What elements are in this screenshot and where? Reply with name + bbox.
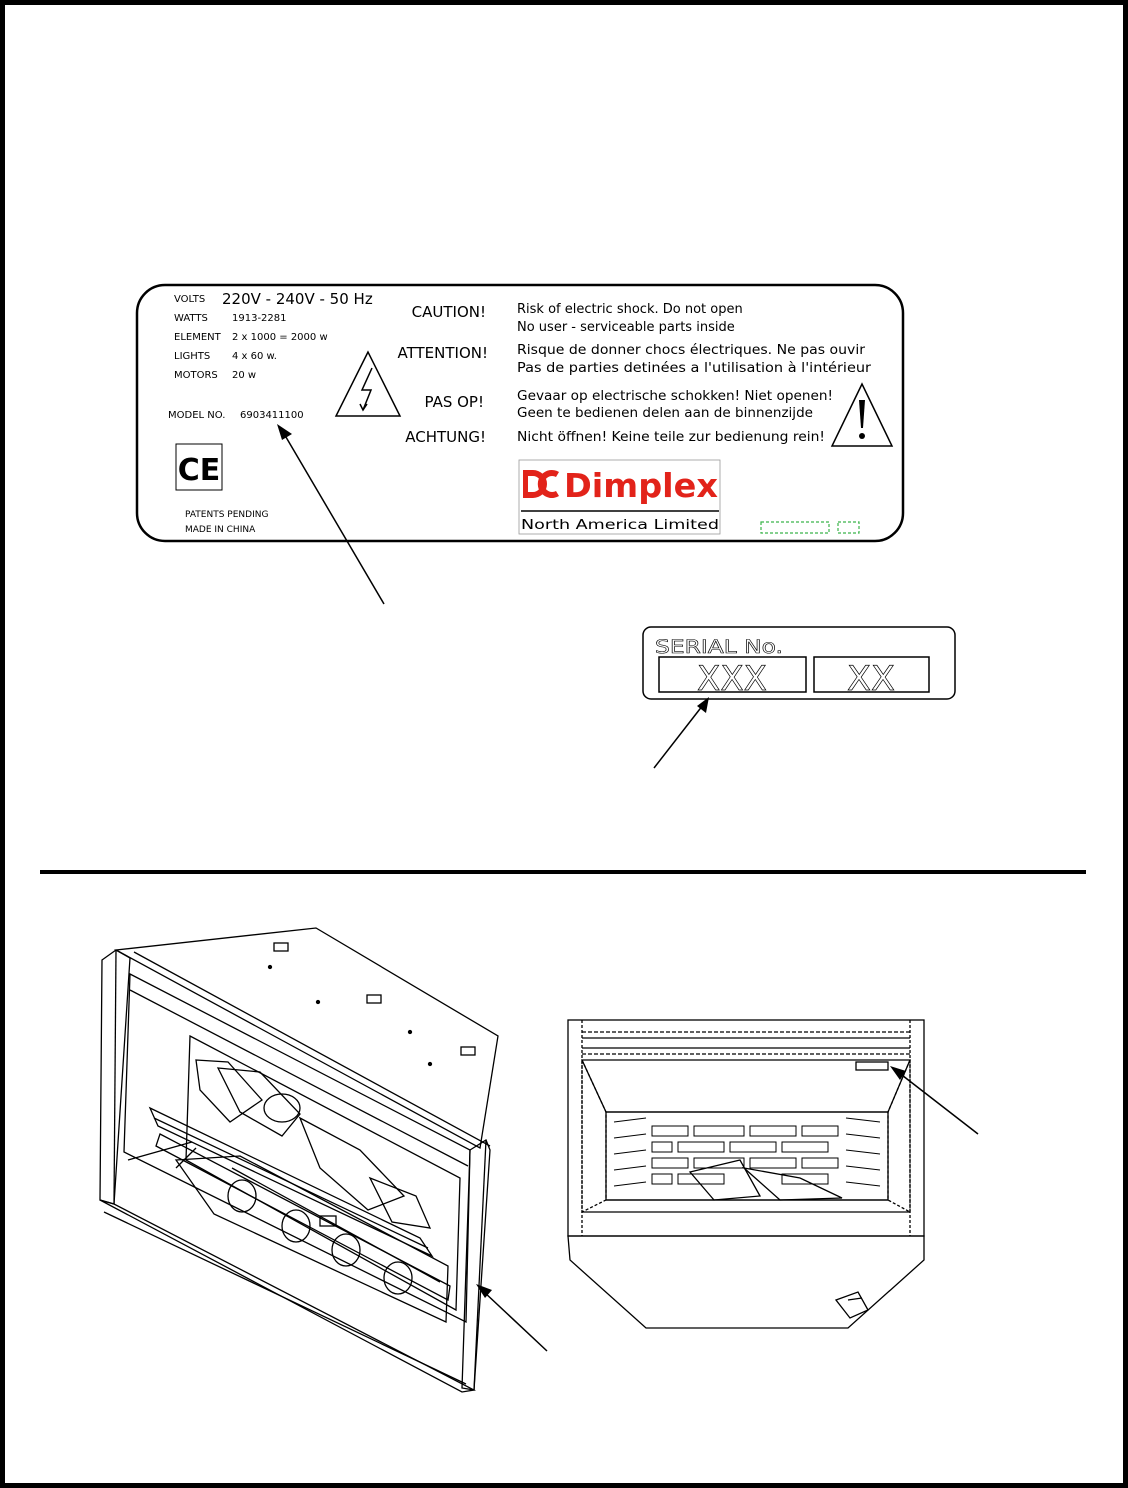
- ce-mark: CE: [177, 453, 221, 488]
- spec-key-element: ELEMENT: [174, 332, 221, 343]
- rating-label: [137, 285, 903, 541]
- patents-text: PATENTS PENDING: [185, 510, 269, 520]
- warning-nl-line2: Geen te bedienen delen aan de binnenzijde: [517, 406, 813, 421]
- brand-subtitle: North America Limited: [521, 518, 719, 533]
- electric-shock-icon: [336, 352, 400, 416]
- serial-placeholder-box-1: [761, 522, 829, 533]
- serial-placeholder-box-2: [838, 522, 859, 533]
- firebox-side-arrow: [476, 1284, 547, 1351]
- warning-en-line2: No user - serviceable parts inside: [517, 320, 735, 335]
- spec-values: [232, 313, 328, 381]
- model-label: MODEL NO.: [168, 410, 226, 421]
- warning-fr-line2: Pas de parties detinées a l'utilisation à l'intérieur: [517, 361, 872, 376]
- serial-title: SERIAL No.: [655, 636, 783, 658]
- dimplex-logo: [519, 460, 720, 534]
- spec-key-watts: WATTS: [174, 313, 208, 324]
- warning-heading-de: ACHTUNG!: [405, 428, 486, 446]
- spec-value-volts: 220V - 240V - 50 Hz: [222, 290, 373, 308]
- model-number: 6903411100: [240, 410, 304, 421]
- warning-nl-line1: Gevaar op electrische schokken! Niet openen!: [517, 389, 833, 404]
- warning-de-line1: Nicht öffnen! Keine teile zur bedienung rein!: [517, 430, 825, 445]
- spec-value-watts: 1913-2281: [232, 313, 287, 324]
- spec-key-volts: VOLTS: [174, 294, 206, 305]
- spec-key-lights: LIGHTS: [174, 351, 211, 362]
- model-number-arrow: [277, 424, 384, 604]
- brand-name: Dimplex: [564, 466, 718, 505]
- spec-value-motors: 20 w: [232, 370, 257, 381]
- warning-heading-fr: ATTENTION!: [397, 344, 488, 362]
- serial-label: [643, 627, 955, 699]
- warning-en-line1: Risk of electric shock. Do not open: [517, 302, 743, 317]
- warning-fr-line1: Risque de donner chocs électriques. Ne pas ouvir: [517, 343, 866, 358]
- firebox-front-view: [568, 1020, 924, 1328]
- warning-heading-nl: PAS OP!: [424, 393, 484, 411]
- spec-keys: [174, 294, 222, 381]
- dimplex-mark-icon: [523, 470, 559, 498]
- spec-value-lights: 4 x 60 w.: [232, 351, 277, 362]
- serial-location-arrow: [890, 1066, 978, 1134]
- spec-key-motors: MOTORS: [174, 370, 218, 381]
- exclamation-warning-icon: [832, 384, 892, 446]
- serial-field-1-text: XXX: [697, 659, 767, 699]
- serial-field-2-text: XX: [847, 659, 895, 699]
- spec-value-element: 2 x 1000 = 2000 w: [232, 332, 328, 343]
- warning-headings: [398, 303, 488, 446]
- firebox-perspective-view: [100, 928, 498, 1392]
- warning-texts: [517, 302, 872, 445]
- serial-label-arrow: [654, 697, 709, 768]
- made-in-text: MADE IN CHINA: [185, 525, 256, 535]
- serial-label-location-marker: [856, 1062, 888, 1070]
- warning-heading-en: CAUTION!: [411, 303, 486, 321]
